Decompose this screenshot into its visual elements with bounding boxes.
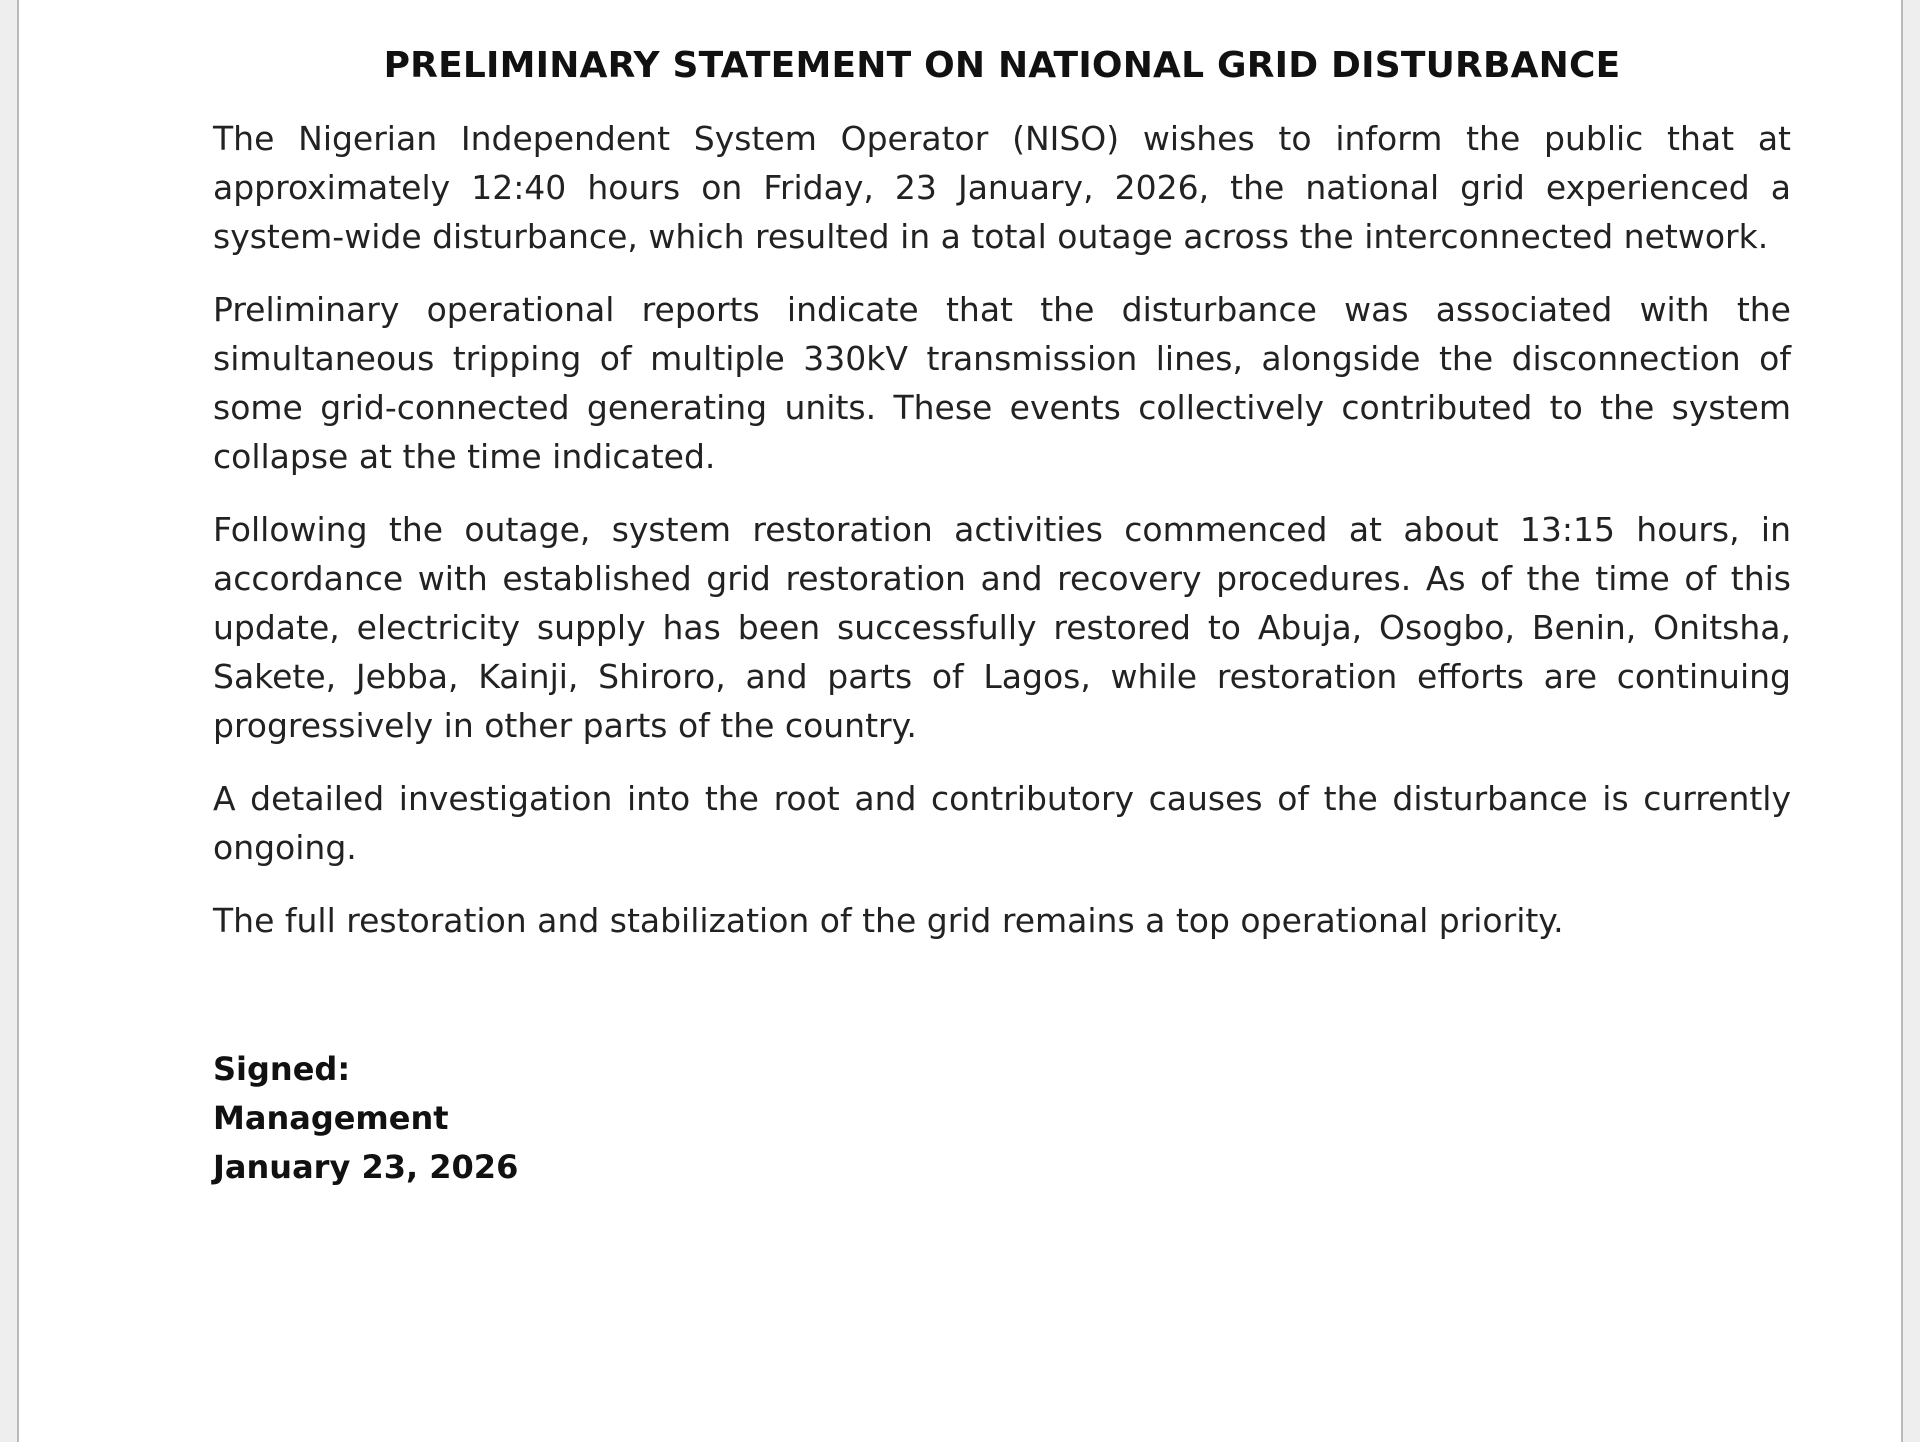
signatory-name: Management [213, 1099, 449, 1137]
signature-block [213, 1045, 1791, 1192]
document-title: PRELIMINARY STATEMENT ON NATIONAL GRID DISTURBANCE [383, 45, 1621, 86]
paragraph-priority: The full restoration and stabilization of the grid remains a top operational priority. [213, 901, 1564, 940]
signature-date: January 23, 2026 [213, 1148, 519, 1186]
signed-label: Signed: [213, 1050, 351, 1088]
document-content [213, 38, 1791, 1192]
paragraph-grid-disturbance: The Nigerian Independent System Operator (NISO) wishes to inform the public that at approximately 12:40 hours on Friday, 23 January, 2026, the national grid experienced a system-wide disturbance, which resulted in a total outage across the interconnected network. [213, 119, 1791, 256]
paragraph-restoration-activities: Following the outage, system restoration activities commenced at about 13:15 hours, in accordance with established grid restoration and recovery procedures. As of the time of this update, electricity supply has been successfully restored to Abuja, Osogbo, Benin, Onitsha, Sakete, Jebba, Kainji, Shiroro, and parts of Lagos, while restoration efforts are continuing progressively in other parts of the country. [213, 510, 1791, 745]
document-page [17, 0, 1903, 1442]
paragraph-investigation: A detailed investigation into the root and contributory causes of the disturbance is currently ongoing. [213, 779, 1791, 867]
paragraph-preliminary-reports: Preliminary operational reports indicate that the disturbance was associated with the simultaneous tripping of multiple 330kV transmission lines, alongside the disconnection of some grid-connected generating units. These events collectively contributed to the system collapse at the time indicated. [213, 290, 1791, 476]
